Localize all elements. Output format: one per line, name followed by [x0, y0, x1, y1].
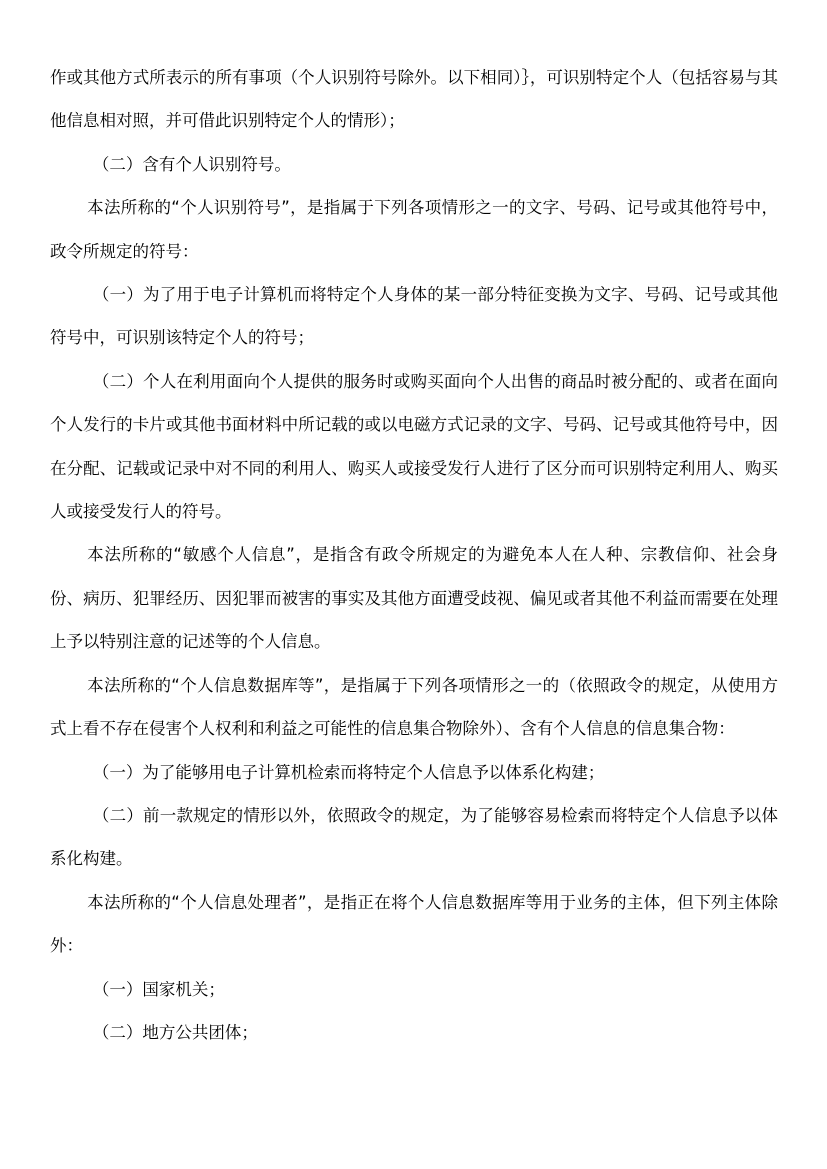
document-body — [50, 56, 778, 1054]
paragraph-handler-definition: 本法所称的“个人信息处理者”，是指正在将个人信息数据库等用于业务的主体，但下列主体除外： — [50, 892, 778, 956]
paragraph-identifier-definition: 本法所称的“个人识别符号”，是指属于下列各项情形之一的文字、号码、记号或其他符号中，政令所规定的符号： — [50, 198, 778, 261]
list-item-contains-identifier: （二）含有个人识别符号。 — [92, 154, 291, 174]
paragraph-sensitive-info-definition: 本法所称的“敏感个人信息”，是指含有政令所规定的为避免本人在人种、宗教信仰、社会身份、病历、犯罪经历、因犯罪而被害的事实及其他方面遭受歧视、偏见或者其他不利益而需要在处理上予以特别注意的记述等的个人信息。 — [50, 545, 778, 652]
list-item-easy-search: （二）前一款规定的情形以外，依照政令的规定，为了能够容易检索而将特定个人信息予以体系化构建。 — [50, 805, 778, 869]
list-item-biometric-symbol: （一）为了用于电子计算机而将特定个人身体的某一部分特征变换为文字、号码、记号或其他符号中，可识别该特定个人的符号； — [50, 285, 778, 348]
paragraph-continuation: 作或其他方式所表示的所有事项（个人识别符号除外。以下相同）｝，可识别特定个人（包括容易与其他信息相对照，并可借此识别特定个人的情形）； — [50, 68, 778, 131]
list-item-local-public-entities: （二）地方公共团体； — [92, 1022, 258, 1042]
list-item-computer-search: （一）为了能够用电子计算机检索而将特定个人信息予以体系化构建； — [92, 762, 605, 782]
list-item-state-organs: （一）国家机关； — [92, 979, 225, 999]
paragraph-database-definition: 本法所称的“个人信息数据库等”，是指属于下列各项情形之一的（依照政令的规定，从使用方式上看不存在侵害个人权利和利益之可能性的信息集合物除外）、含有个人信息的信息集合物： — [50, 675, 778, 739]
list-item-assigned-symbol: （二）个人在利用面向个人提供的服务时或购买面向个人出售的商品时被分配的、或者在面向个人发行的卡片或其他书面材料中所记载的或以电磁方式记录的文字、号码、记号或其他符号中，因在分配、记载或记录中对不同的利用人、购买人或接受发行人进行了区分而可识别特定利用人、购买人或接受发行人的符号。 — [50, 371, 778, 522]
